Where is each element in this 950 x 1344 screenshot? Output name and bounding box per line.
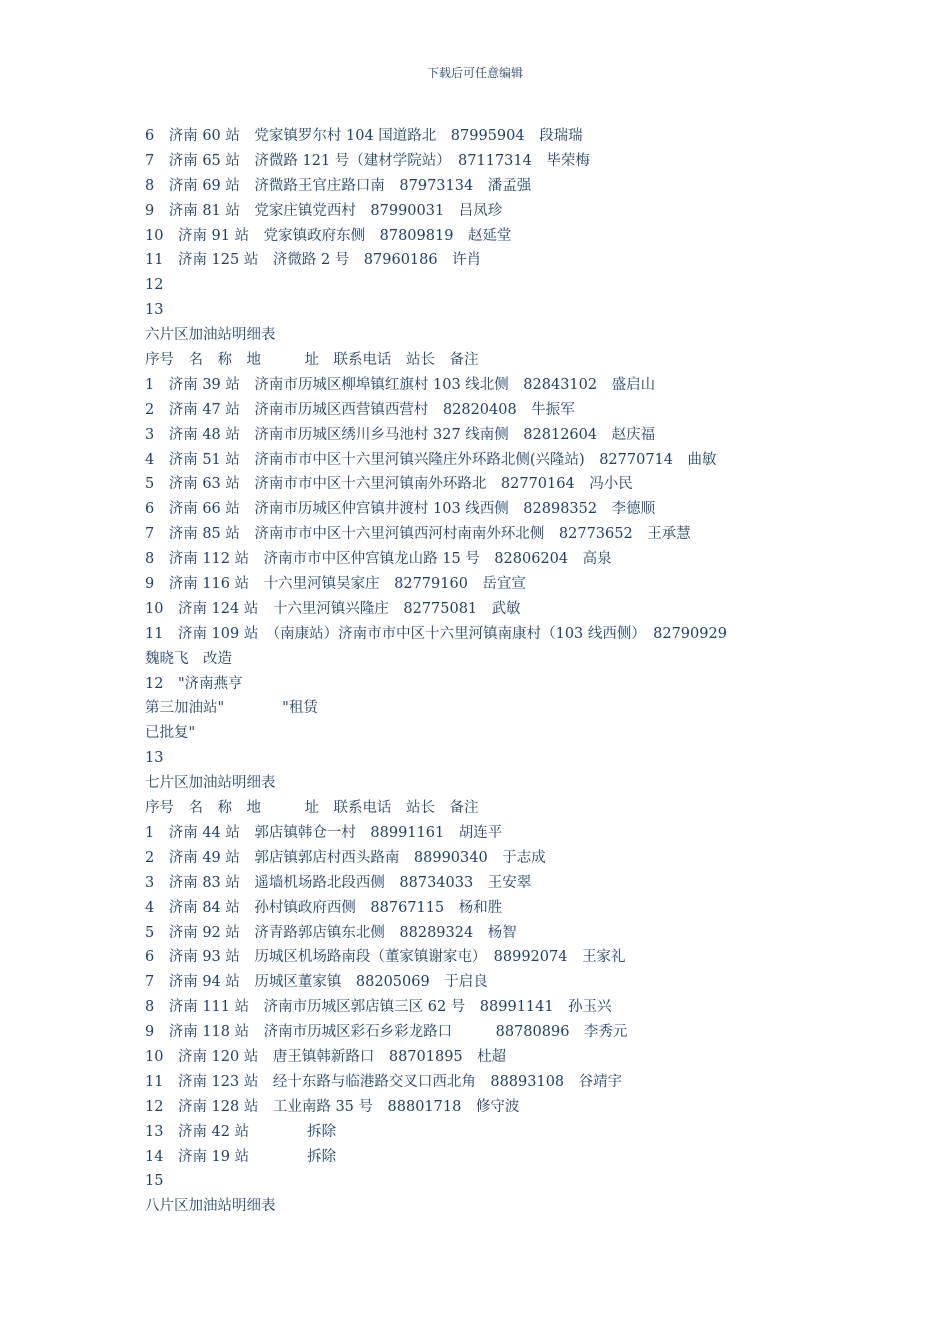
text-line: 1 济南 44 站 郭店镇韩仓一村 88991161 胡连平: [145, 824, 503, 841]
text-line: 7 济南 94 站 历城区董家镇 88205069 于启良: [145, 974, 488, 991]
text-line: 9 济南 81 站 党家庄镇党西村 87990031 吕凤珍: [145, 202, 503, 219]
table-header: 序号 名 称 地 址 联系电话 站长 备注: [145, 800, 479, 817]
text-line: 4 济南 84 站 孙村镇政府西侧 88767115 杨和胜: [145, 899, 503, 916]
text-line: 14 济南 19 站 拆除: [145, 1148, 337, 1165]
text-line: 9 济南 116 站 十六里河镇吴家庄 82779160 岳宜宣: [145, 576, 526, 593]
section-title: 七片区加油站明细表: [145, 775, 276, 792]
text-line: 7 济南 65 站 济微路 121 号（建材学院站） 87117314 毕荣梅: [145, 152, 590, 169]
text-line: 6 济南 66 站 济南市历城区仲宫镇井渡村 103 线西侧 82898352 李德顺: [145, 501, 656, 518]
text-line: 6 济南 60 站 党家镇罗尔村 104 国道路北 87995904 段瑞瑞: [145, 128, 583, 144]
text-line: 3 济南 48 站 济南市历城区绣川乡马池村 327 线南侧 82812604 赵庆福: [145, 426, 656, 443]
text-line: 12 济南 128 站 工业南路 35 号 88801718 修守波: [145, 1098, 520, 1115]
text-line: 12 "济南燕亨: [145, 675, 243, 692]
text-line: 12: [145, 277, 164, 294]
text-line: 11 济南 109 站 （南康站）济南市市中区十六里河镇南康村（103 线西侧） 82790929: [145, 625, 727, 642]
text-line: 第三加油站" "租赁: [145, 700, 318, 717]
text-line: 5 济南 63 站 济南市市中区十六里河镇南外环路北 82770164 冯小民: [145, 476, 633, 493]
text-line: 13 济南 42 站 拆除: [145, 1123, 337, 1140]
text-line: 1 济南 39 站 济南市历城区柳埠镇红旗村 103 线北侧 82843102 盛启山: [145, 376, 656, 393]
text-line: 8 济南 69 站 济微路王官庄路口南 87973134 潘孟强: [145, 177, 532, 194]
section-title: 八片区加油站明细表: [145, 1198, 276, 1215]
text-line: 10 济南 91 站 党家镇政府东侧 87809819 赵延堂: [145, 227, 512, 244]
text-line: 11 济南 125 站 济微路 2 号 87960186 许肖: [145, 252, 482, 269]
text-line: 2 济南 47 站 济南市历城区西营镇西营村 82820408 牛振军: [145, 401, 575, 418]
text-line: 8 济南 111 站 济南市历城区郭店镇三区 62 号 88991141 孙玉兴: [145, 999, 612, 1016]
section-title: 六片区加油站明细表: [145, 327, 276, 344]
text-line: 4 济南 51 站 济南市市中区十六里河镇兴隆庄外环路北侧(兴隆站) 82770714 曲敏: [145, 451, 717, 468]
text-line: 10 济南 124 站 十六里河镇兴隆庄 82775081 武敏: [145, 600, 521, 617]
document-body: [145, 124, 845, 1219]
table-header: 序号 名 称 地 址 联系电话 站长 备注: [145, 352, 479, 369]
text-line: 3 济南 83 站 遥墙机场路北段西侧 88734033 王安翠: [145, 874, 532, 891]
text-line: 15: [145, 1173, 164, 1190]
text-line: 魏晓飞 改造: [145, 650, 232, 667]
text-line: 9 济南 118 站 济南市历城区彩石乡彩龙路口 88780896 李秀元: [145, 1024, 628, 1041]
text-line: 13: [145, 750, 164, 767]
text-line: 6 济南 93 站 历城区机场路南段（董家镇谢家屯） 88992074 王家礼: [145, 949, 626, 966]
page-header: 下载后可任意编辑: [426, 66, 523, 80]
text-line: 10 济南 120 站 唐王镇韩新路口 88701895 杜超: [145, 1048, 507, 1065]
text-line: 8 济南 112 站 济南市市中区仲宫镇龙山路 15 号 82806204 高泉: [145, 551, 612, 568]
text-line: 2 济南 49 站 郭店镇郭店村西头路南 88990340 于志成: [145, 849, 546, 866]
text-line: 5 济南 92 站 济青路郭店镇东北侧 88289324 杨智: [145, 924, 517, 941]
text-line: 11 济南 123 站 经十东路与临港路交叉口西北角 88893108 谷靖宇: [145, 1073, 623, 1090]
text-line: 7 济南 85 站 济南市市中区十六里河镇西河村南南外环北侧 82773652 王承慧: [145, 526, 691, 543]
text-line: 已批复": [145, 725, 196, 742]
text-line: 13: [145, 302, 164, 319]
